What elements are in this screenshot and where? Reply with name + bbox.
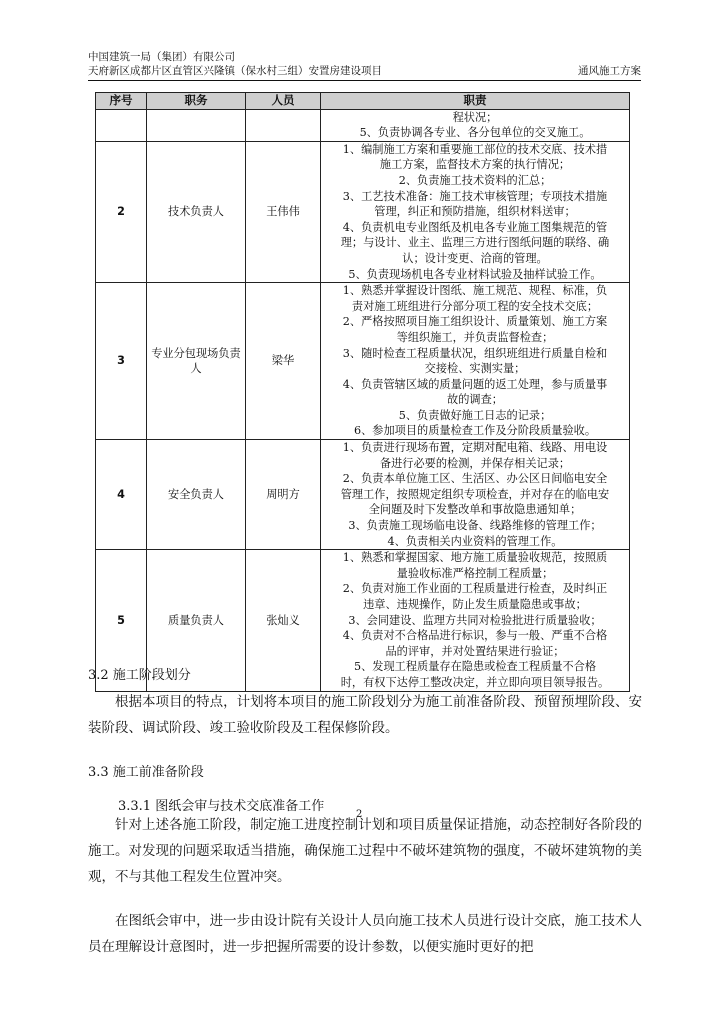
page-number: 2 — [356, 809, 363, 820]
duty-line: 6、参加项目的质量检查工作及分阶段质量验收。 — [353, 424, 597, 438]
duty-line: 5、发现工程质量存在隐患或检查工程质量不合格 — [353, 660, 597, 674]
section-3-2-body: 根据本项目的特点，计划将本项目的施工阶段划分为施工前准备阶段、预留预埋阶段、安装阶段、调试阶段、竣工验收阶段及工程保修阶段。 — [88, 694, 642, 736]
section-3-3-1-title: 3.3.1 图纸会审与技术交底准备工作 — [118, 799, 325, 814]
duty-line: 1、编制施工方案和重要施工部位的技术交底、技术措 — [342, 142, 608, 156]
row-duties — [321, 283, 630, 440]
duty-line: 全问题及时下发整改单和事故隐患通知单； — [368, 503, 582, 517]
duty-line: 施工方案，监督技术方案的执行情况； — [379, 158, 571, 172]
row-number: 2 — [96, 141, 147, 282]
duty-line: 1、负责进行现场布置，定期对配电箱、线路、用电设 — [342, 441, 608, 455]
duty-line: 理；与设计、业主、监理三方进行图纸问题的联络、确 — [340, 236, 610, 250]
row-person: 梁华 — [246, 283, 321, 440]
row-position: 质量负责人 — [147, 550, 246, 691]
duty-line: 认；设计变更、洽商的管理。 — [402, 251, 548, 265]
duty-line: 2、严格按照项目施工组织设计、质量策划、施工方案 — [342, 315, 608, 329]
col-header-no: 序号 — [96, 93, 147, 110]
header-project-line — [88, 64, 641, 78]
duty-line: 5、负责现场机电各专业材料试验及抽样试验工作。 — [348, 267, 602, 281]
row-number: 4 — [96, 440, 147, 550]
duty-line: 责对施工班组进行分部分项工程的安全技术交底； — [351, 299, 599, 313]
table-row — [96, 109, 630, 141]
row-duties — [321, 440, 630, 550]
duty-line: 4、负责机电专业图纸及机电各专业施工图集规范的管 — [342, 220, 608, 234]
duty-line: 备进行必要的检测，并保存相关记录； — [379, 456, 571, 470]
row-number — [96, 109, 147, 141]
duty-line: 1、熟悉和掌握国家、地方施工质量验收规范，按照质 — [342, 551, 608, 565]
row-person — [246, 109, 321, 141]
table-row — [96, 283, 630, 440]
duty-line: 3、负责施工现场临电设备、线路维修的管理工作； — [348, 519, 602, 533]
duty-line: 4、负责对不合格品进行标识，参与一般、严重不合格 — [342, 629, 608, 643]
row-duties — [321, 141, 630, 282]
duty-line: 程状况； — [452, 110, 498, 124]
row-person: 周明方 — [246, 440, 321, 550]
section-3-3-title: 3.3 施工前准备阶段 — [88, 765, 204, 780]
row-person: 张灿义 — [246, 550, 321, 691]
responsibility-table — [95, 92, 630, 692]
col-header-person: 人员 — [246, 93, 321, 110]
duty-line: 交接检、实测实量； — [424, 362, 526, 376]
row-position — [147, 109, 246, 141]
row-position: 安全负责人 — [147, 440, 246, 550]
table-row — [96, 141, 630, 282]
section-3-3-1-para1: 针对上述各施工阶段，制定施工进度控制计划和项目质量保证措施，动态控制好各阶段的施工。对发现的问题采取适当措施，确保施工过程中不破坏建筑物的强度，不破坏建筑物的美观，不与其他工程发生位置冲突。 — [88, 817, 642, 885]
duty-line: 2、负责本单位施工区、生活区、办公区日间临电安全 — [342, 472, 608, 486]
section-3-3-1-para2: 在图纸会审中，进一步由设计院有关设计人员向施工技术人员进行设计交底，施工技术人员在理解设计意图时，进一步把握所需要的设计参数，以便实施时更好的把 — [88, 913, 642, 955]
duty-line: 2、负责施工技术资料的汇总； — [398, 173, 552, 187]
duty-line: 1、熟悉并掌握设计图纸、施工规范、规程、标准，负 — [342, 284, 608, 298]
table-row — [96, 440, 630, 550]
duty-line: 3、工艺技术准备：施工技术审核管理；专项技术措施 — [342, 189, 608, 203]
duty-line: 品的评审，并对处置结果进行验证； — [385, 644, 565, 658]
duty-line: 量验收标准严格控制工程质量； — [396, 566, 554, 580]
col-header-position: 职务 — [147, 93, 246, 110]
header-project: 天府新区成都片区直管区兴隆镇（保水村三组）安置房建设项目 — [88, 65, 382, 77]
row-person: 王伟伟 — [246, 141, 321, 282]
duty-line: 时，有权下达停工整改决定，并立即向项目领导报告。 — [340, 675, 610, 689]
duty-line: 管理，纠正和预防措施，组织材料送审； — [374, 205, 576, 219]
duty-line: 4、负责管辖区域的质量问题的返工处理，参与质量事 — [342, 377, 608, 391]
duty-line: 3、随时检查工程质量状况，组织班组进行质量自检和 — [342, 346, 608, 360]
row-duties — [321, 109, 630, 141]
header-company: 中国建筑一局（集团）有限公司 — [88, 51, 235, 63]
duty-line: 4、负责相关内业资料的管理工作。 — [387, 534, 563, 548]
section-3-2-title: 3.2 施工阶段划分 — [88, 668, 191, 683]
duty-line: 5、负责协调各专业、各分包单位的交叉施工。 — [359, 126, 591, 140]
row-position: 专业分包现场负责人 — [147, 283, 246, 440]
table-header-row — [96, 93, 630, 110]
duty-line: 违章、违规操作，防止发生质量隐患或事故； — [363, 598, 587, 611]
duty-line: 3、会同建设、监理方共同对检验批进行质量验收； — [348, 613, 602, 627]
header-rule — [88, 80, 641, 81]
duty-line: 等组织施工，并负责监督检查； — [396, 330, 554, 344]
row-number: 5 — [96, 550, 147, 691]
row-number: 3 — [96, 283, 147, 440]
duty-line: 5、负责做好施工日志的记录； — [398, 408, 552, 422]
duty-line: 管理工作，按照规定组织专项检查，并对存在的临电安 — [340, 487, 610, 501]
duty-line: 2、负责对施工作业面的工程质量进行检查，及时纠正 — [342, 582, 608, 596]
col-header-duties: 职责 — [321, 93, 630, 110]
header-doc-title: 通风施工方案 — [578, 65, 641, 77]
duty-line: 故的调查； — [447, 393, 503, 407]
row-position: 技术负责人 — [147, 141, 246, 282]
row-duties — [321, 550, 630, 691]
